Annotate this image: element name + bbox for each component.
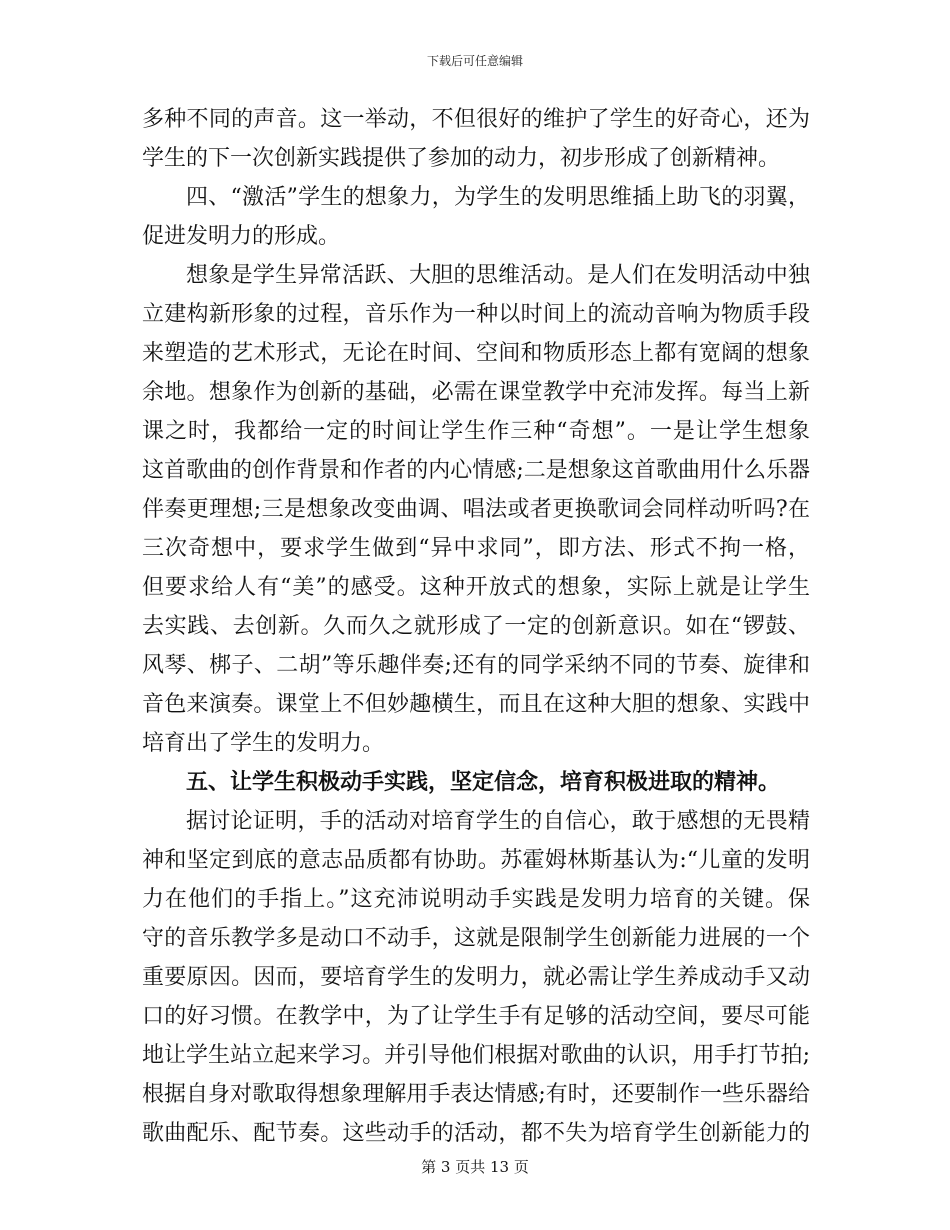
- paragraph-line: 想象是学生异常活跃、大胆的思维活动。是人们在发明活动中独: [186, 263, 810, 288]
- paragraph-line: 音色来演奏。课堂上不但妙趣横生，而且在这种大胆的想象、实践中: [142, 692, 810, 717]
- paragraph-line: 余地。想象作为创新的基础，必需在课堂教学中充沛发挥。每当上新: [142, 380, 810, 405]
- paragraph-line: 歌曲配乐、配节奏。这些动手的活动，都不失为培育学生创新能力的: [142, 1121, 810, 1146]
- paragraph-line: 课之时，我都给一定的时间让学生作三种“奇想”。一是让学生想象: [142, 419, 810, 444]
- paragraph-line: 立建构新形象的过程，音乐作为一种以时间上的流动音响为物质手段: [142, 302, 810, 327]
- paragraph-line: 多种不同的声音。这一举动，不但很好的维护了学生的好奇心，还为: [142, 107, 810, 132]
- paragraph-line: 但要求给人有“美”的感受。这种开放式的想象，实际上就是让学生: [142, 575, 810, 600]
- paragraph-line: 三次奇想中，要求学生做到“异中求同”，即方法、形式不拘一格，: [142, 536, 810, 561]
- paragraph-line: 地让学生站立起来学习。并引导他们根据对歌曲的认识，用手打节拍;: [142, 1043, 810, 1068]
- paragraph-line: 去实践、去创新。久而久之就形成了一定的创新意识。如在“锣鼓、: [142, 614, 810, 639]
- page-number-footer: 第 3 页共 13 页: [421, 1158, 529, 1176]
- paragraph-line: 神和坚定到底的意志品质都有协助。苏霍姆林斯基认为:“儿童的发明: [142, 848, 810, 873]
- paragraph-line: 重要原因。因而，要培育学生的发明力，就必需让学生养成动手又动: [142, 965, 810, 990]
- document-body: [142, 100, 810, 1153]
- paragraph-line: 口的好习惯。在教学中，为了让学生手有足够的活动空间，要尽可能: [142, 1004, 810, 1029]
- paragraph-line: 据讨论证明，手的活动对培育学生的自信心，敢于感想的无畏精: [186, 809, 810, 834]
- paragraph-line: 培育出了学生的发明力。: [142, 731, 385, 756]
- paragraph-line: 根据自身对歌取得想象理解用手表达情感;有时，还要制作一些乐器给: [142, 1082, 810, 1107]
- paragraph-line: 力在他们的手指上。”这充沛说明动手实践是发明力培育的关键。保: [142, 887, 810, 912]
- paragraph-line: 这首歌曲的创作背景和作者的内心情感;二是想象这首歌曲用什么乐器: [142, 458, 810, 483]
- paragraph-line: 伴奏更理想;三是想象改变曲调、唱法或者更换歌词会同样动听吗?在: [142, 497, 810, 522]
- paragraph-line: 来塑造的艺术形式，无论在时间、空间和物质形态上都有宽阔的想象: [142, 341, 810, 366]
- section-heading-five: 五、让学生积极动手实践，坚定信念，培育积极进取的精神。: [186, 769, 781, 795]
- paragraph-line: 守的音乐教学多是动口不动手，这就是限制学生创新能力进展的一个: [142, 926, 810, 951]
- section-heading-four: 四、“激活”学生的想象力，为学生的发明思维插上助飞的羽翼，: [186, 185, 810, 210]
- paragraph-line: 学生的下一次创新实践提供了参加的动力，初步形成了创新精神。: [142, 146, 781, 171]
- section-heading-four-cont: 促进发明力的形成。: [142, 224, 341, 249]
- page-header-note: 下载后可任意编辑: [426, 54, 523, 68]
- paragraph-line: 风琴、梆子、二胡”等乐趣伴奏;还有的同学采纳不同的节奏、旋律和: [142, 653, 810, 678]
